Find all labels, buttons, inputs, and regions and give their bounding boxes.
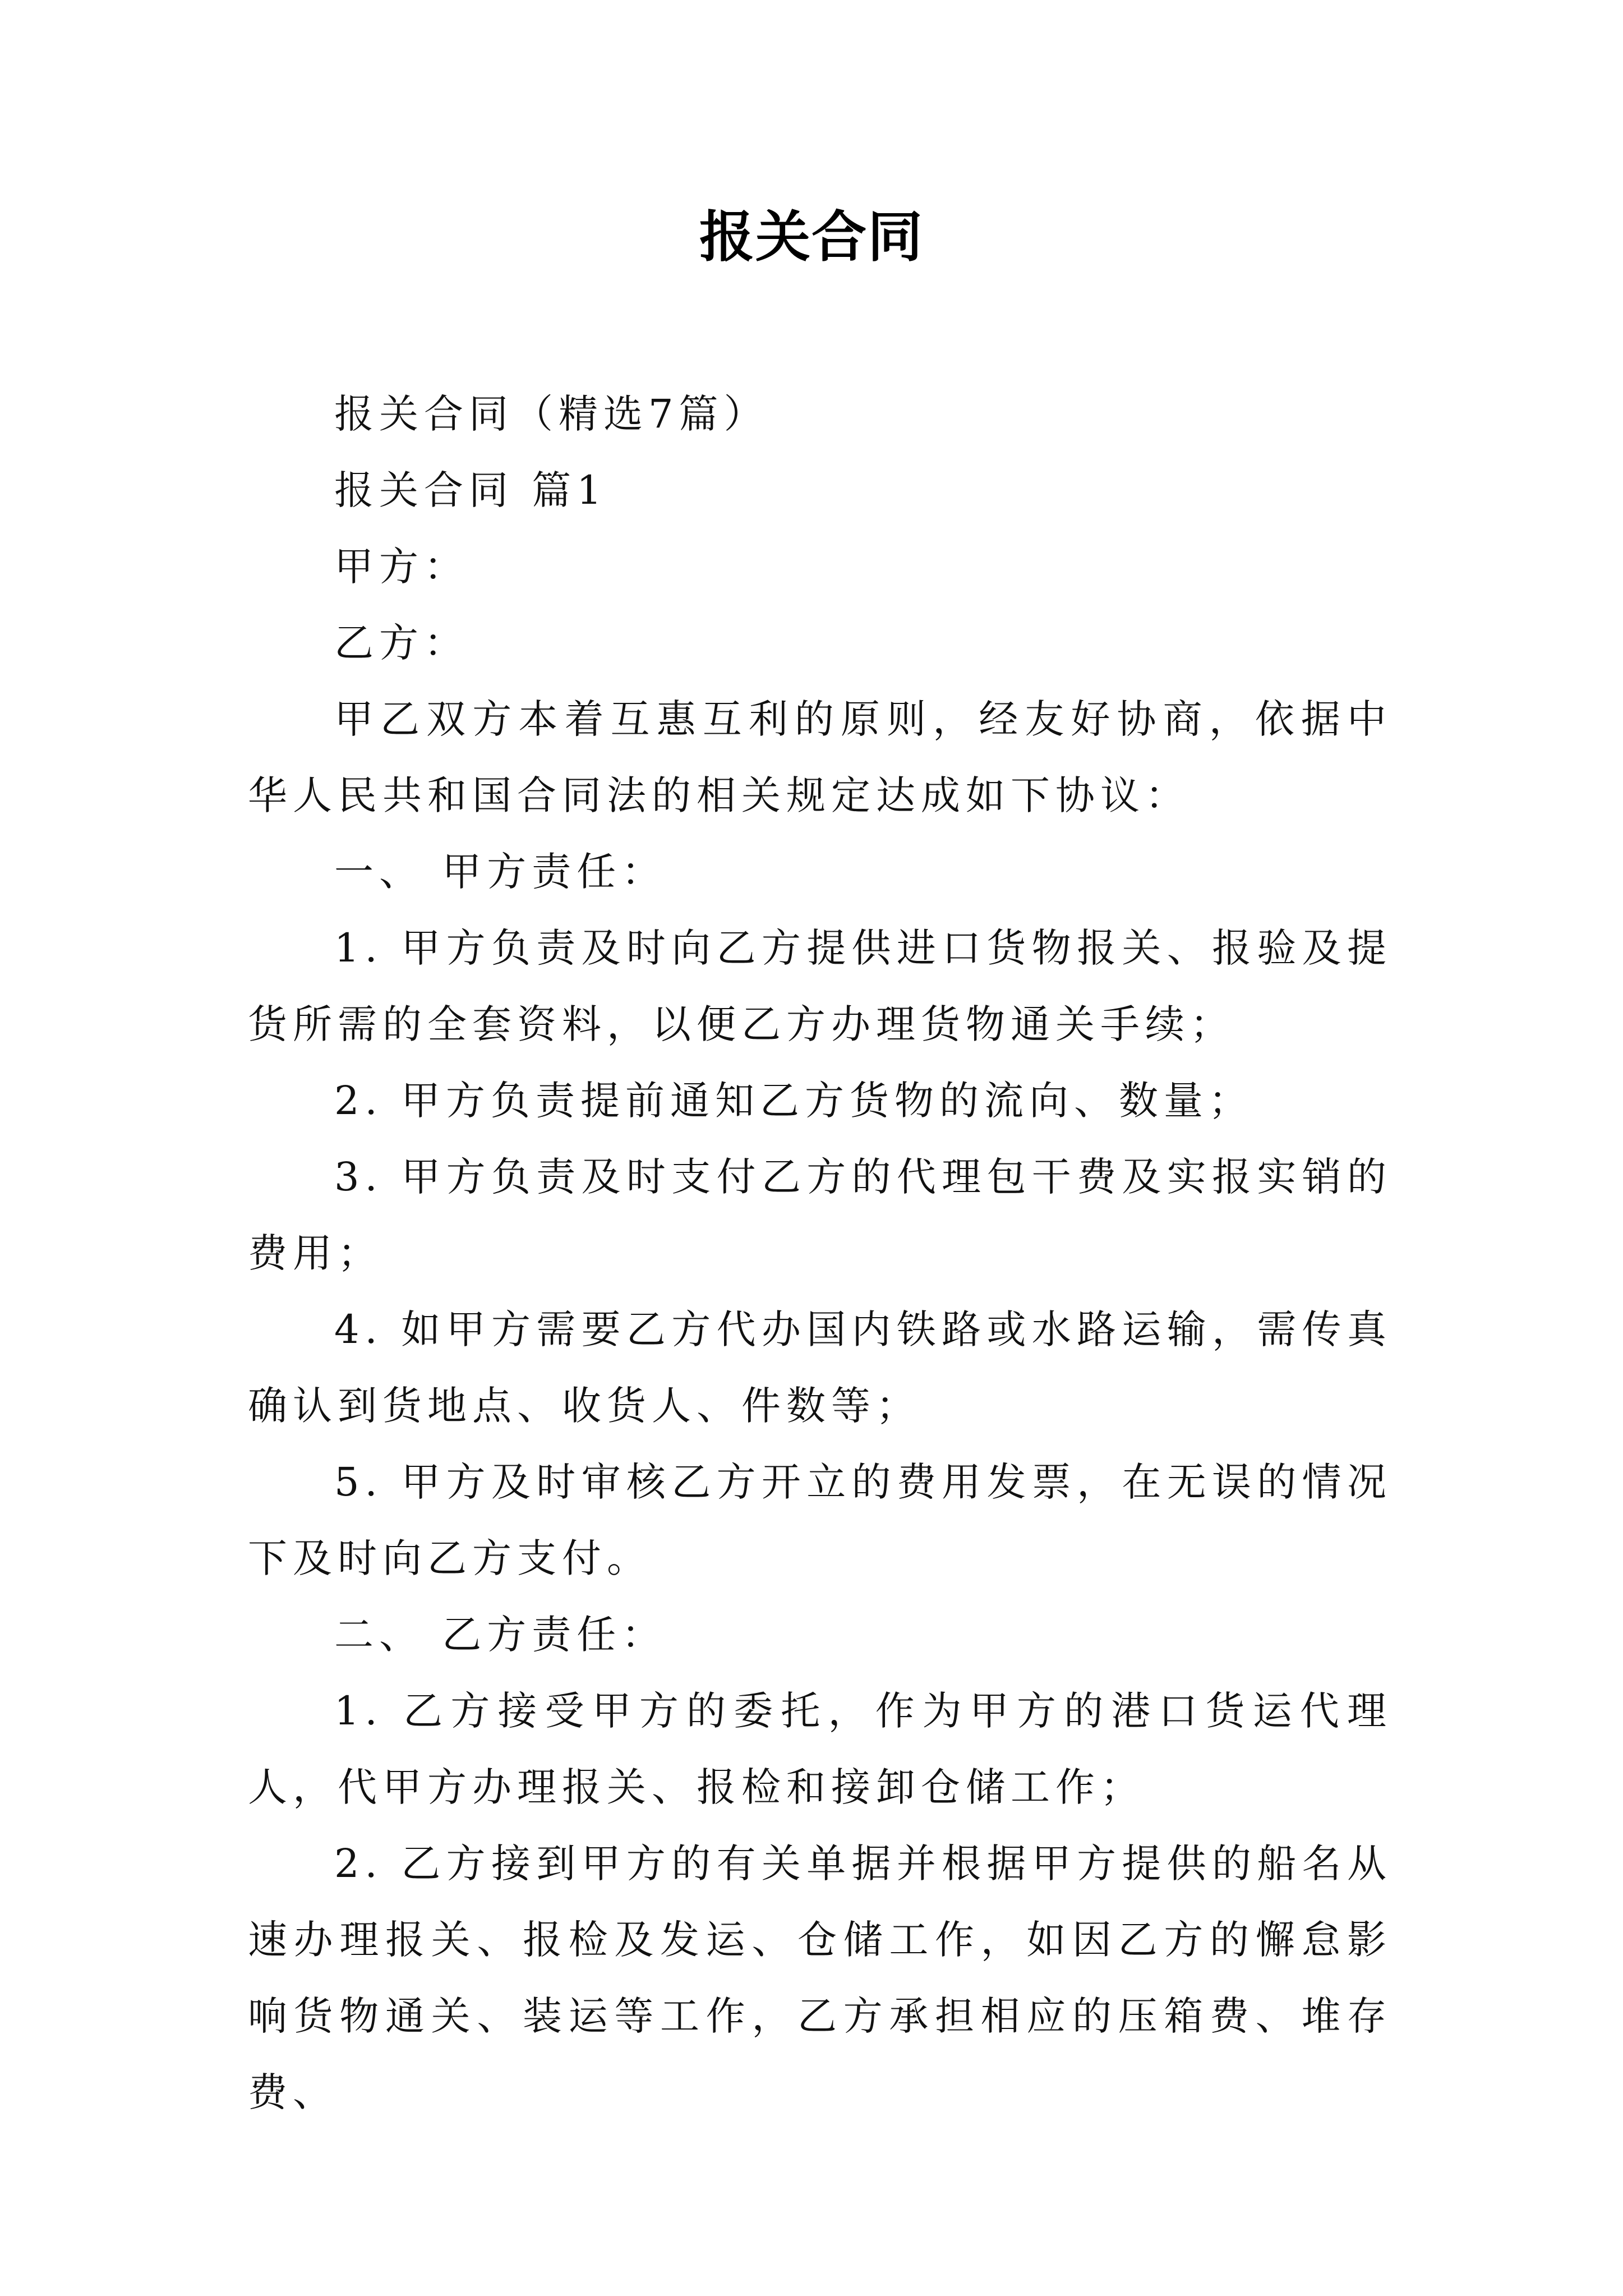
paragraph-party-a-item-5: 5. 甲方及时审核乙方开立的费用发票，在无误的情况下及时向乙方支付。 bbox=[248, 1459, 1392, 1581]
paragraph-heading-party-b-duties: 二、 乙方责任： bbox=[334, 1612, 667, 1658]
paragraph-party-a-item-1: 1. 甲方负责及时向乙方提供进口货物报关、报验及提货所需的全套资料，以便乙方办理货物通关手续； bbox=[248, 925, 1392, 1047]
paragraph-party-a-item-4: 4. 如甲方需要乙方代办国内铁路或水路运输，需传真确认到货地点、收货人、件数等； bbox=[248, 1306, 1392, 1429]
paragraph-party-b: 乙方： bbox=[334, 620, 469, 666]
paragraph-party-a-item-3: 3. 甲方负责及时支付乙方的代理包干费及实报实销的费用； bbox=[248, 1154, 1392, 1276]
paragraph-party-a-item-2: 2. 甲方负责提前通知乙方货物的流向、数量； bbox=[334, 1078, 1254, 1124]
paragraph-party-b-item-1: 1. 乙方接受甲方的委托，作为甲方的港口货运代理人，代甲方办理报关、报检和接卸仓储工作； bbox=[248, 1688, 1392, 1810]
paragraph-preamble: 甲乙双方本着互惠互利的原则，经友好协商，依据中华人民共和国合同法的相关规定达成如下协议： bbox=[248, 696, 1392, 818]
document-body bbox=[248, 376, 1392, 2131]
paragraph-party-a: 甲方： bbox=[334, 544, 469, 590]
paragraph-subtitle: 报关合同（精选7篇） bbox=[334, 391, 769, 437]
paragraph-section-heading: 报关合同 篇1 bbox=[334, 467, 607, 513]
document-title: 报关合同 bbox=[699, 205, 924, 269]
paragraph-heading-party-a-duties: 一、 甲方责任： bbox=[334, 849, 667, 895]
paragraph-party-b-item-2: 2. 乙方接到甲方的有关单据并根据甲方提供的船名从速办理报关、报检及发运、仓储工作，如因乙方的懈怠影响货物通关、装运等工作，乙方承担相应的压箱费、堆存费、 bbox=[248, 1841, 1392, 2115]
